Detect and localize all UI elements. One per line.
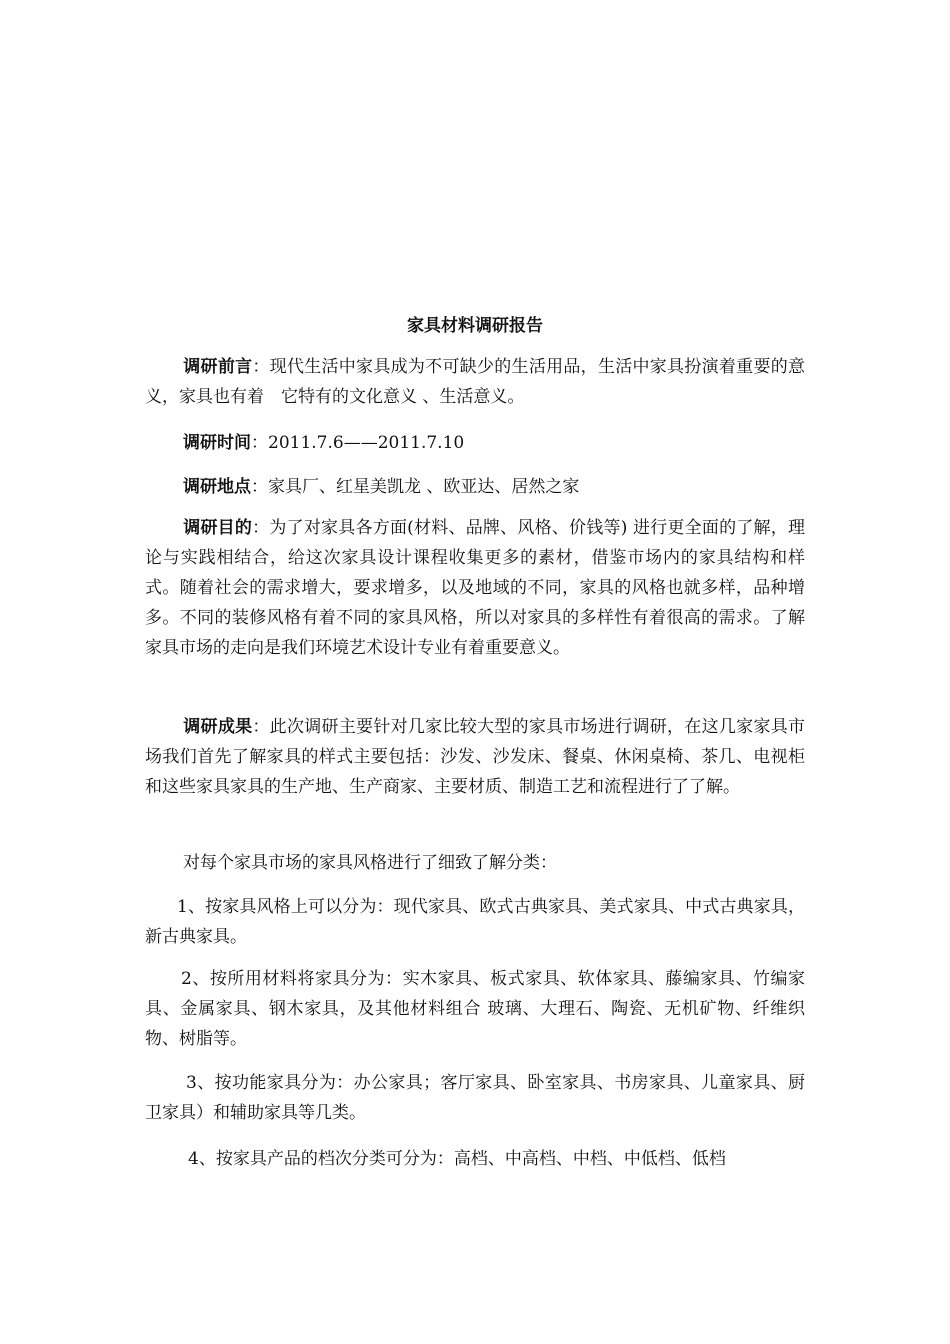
- purpose-label: 调研目的: [183, 518, 253, 538]
- location-text: ：家具厂、红星美凯龙 、欧亚达、居然之家: [251, 477, 580, 497]
- preface-text: ：现代生活中家具成为不可缺少的生活用品，生活中家具扮演着重要的意义，家具也有着 它特有的文化意义 、生活意义。: [145, 357, 806, 407]
- purpose-text: ：为了对家具各方面(材料、品牌、风格、价钱等) 进行更全面的了解，理论与实践相结合，给这次家具设计课程收集更多的素材，借鉴市场内的家具结构和样式。随着社会的需求增大，要求增多，以及地域的不同，家具的风格也就多样，品种增多。不同的装修风格有着不同的家具风格，所以对家具的多样性有着很高的需求。了解家具市场的走向是我们环境艺术设计专业有着重要意义。: [145, 518, 806, 658]
- preface-paragraph: [145, 352, 805, 412]
- time-text: ：2011.7.6——2011.7.10: [251, 433, 465, 453]
- list-item-text: 1、按家具风格上可以分为：现代家具、欧式古典家具、美式家具、中式古典家具，新古典家具。: [145, 897, 805, 947]
- preface-label: 调研前言: [183, 357, 253, 377]
- list-item: [145, 1144, 805, 1174]
- list-item-text: 4、按家具产品的档次分类可分为：高档、中高档、中档、中低档、低档: [188, 1149, 726, 1169]
- classification-intro-text: 对每个家具市场的家具风格进行了细致了解分类：: [183, 853, 557, 873]
- list-item-text: 3、按功能家具分为：办公家具；客厅家具、卧室家具、书房家具、儿童家具、厨卫家具）和辅助家具等几类。: [145, 1073, 805, 1123]
- document-title: 家具材料调研报告: [407, 316, 543, 336]
- location-label: 调研地点: [183, 477, 251, 497]
- list-item: [145, 964, 805, 1054]
- location-paragraph: [145, 472, 805, 502]
- results-paragraph: [145, 712, 805, 802]
- classification-intro: [145, 848, 805, 878]
- time-label: 调研时间: [183, 433, 251, 453]
- results-text: ：此次调研主要针对几家比较大型的家具市场进行调研，在这几家家具市场我们首先了解家具的样式主要包括：沙发、沙发床、餐桌、休闲桌椅、茶几、电视柜和这些家具家具的生产地、生产商家、主要材质、制造工艺和流程进行了了解。: [145, 717, 806, 797]
- results-label: 调研成果: [183, 717, 253, 737]
- list-item: [145, 892, 805, 952]
- purpose-paragraph: [145, 513, 805, 663]
- time-paragraph: [145, 428, 805, 458]
- list-item: [145, 1068, 805, 1128]
- list-item-text: 2、按所用材料将家具分为：实木家具、板式家具、软体家具、藤编家具、竹编家具、金属家具、钢木家具，及其他材料组合 玻璃、大理石、陶瓷、无机矿物、纤维织物、树脂等。: [145, 969, 805, 1049]
